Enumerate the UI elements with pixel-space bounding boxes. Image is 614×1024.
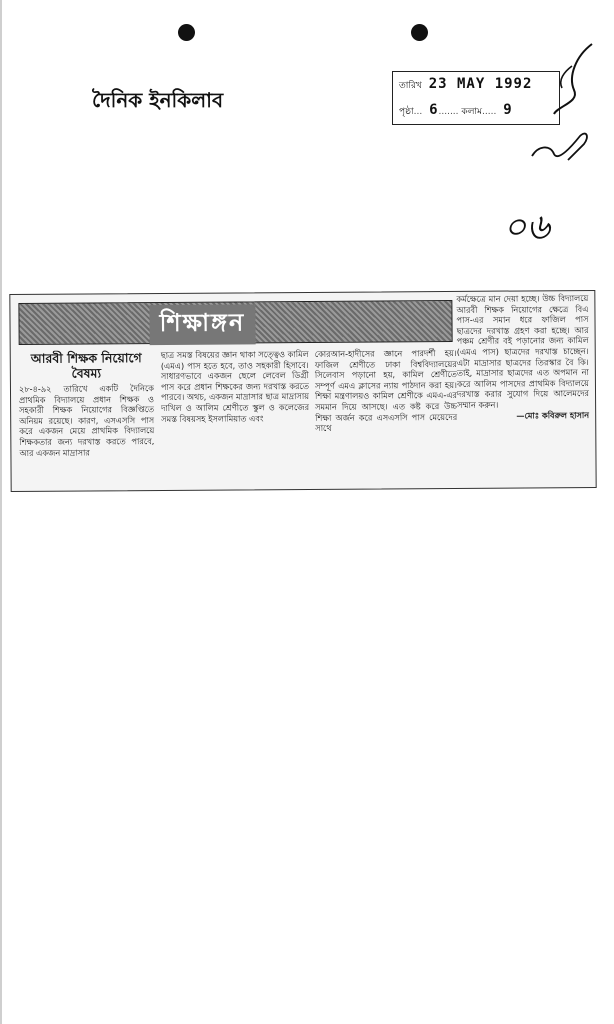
article-column-4 [456, 293, 589, 486]
stamp-page-label: পৃষ্ঠা [399, 107, 414, 117]
column-2-text: ছাত্র সমস্ত বিষয়ের জ্ঞান থাকা সত্ত্বেও কামিল (এমএ) পাস হতে হবে, তাও সহকারী হিসাবে। সাধারণভাবে একজন ছেলে লেবেল ডিগ্রী পাস করে প্রধান শিক্ষকের জন্য দরখাস্ত করতে পারবে। অথচ, একজন মাদ্রাসার ছাত্র মাদ্রাসায় দাখিল ও আলিম শ্রেণীতে স্কুল ও কলেজের সমস্ত বিষয়সহ ইসলামিয়াত এবং [160, 348, 310, 424]
handwritten-number: ০৬ [503, 207, 550, 248]
article-byline: —মোঃ কবিরুল হাসান [516, 409, 590, 421]
stamp-column-value: 9 [503, 102, 513, 118]
newspaper-clipping [9, 290, 596, 492]
stamp-date-row [399, 76, 532, 93]
stamp-date-label: তারিখ [399, 81, 422, 91]
article-column-1 [19, 350, 155, 489]
newspaper-name: দৈনিক ইনকিলাব [92, 88, 224, 112]
article-column-2 [161, 349, 310, 488]
article-headline: আরবী শিক্ষক নিয়োগে বৈষম্য [30, 350, 142, 381]
stamp-date-value: 23 MAY 1992 [428, 76, 533, 92]
handwritten-mark-icon [528, 36, 608, 186]
article-column-3 [315, 348, 458, 487]
section-title: শিক্ষাঙ্গন [149, 304, 255, 345]
scan-edge [0, 0, 2, 1024]
stamp-page-row: পৃষ্ঠা... 6....... কলাম..... 9 [399, 102, 513, 118]
column-1-text: ২৮-৪-৯২ তারিখে একটি দৈনিকে প্রাথমিক বিদ্যালয়ে প্রধান শিক্ষক ও সহকারী শিক্ষক নিয়োগের বিজ্ঞপ্তিতে অনিয়ম রয়েছে। কারণ, এসএসসি পাস করে একজন মেয়ে প্রাথমিক বিদ্যালয়ে শিক্ষকতার জন্য দরখাস্ত করতে পারবে, আর একজন মাদ্রাসার [18, 383, 155, 458]
column-4-text: কর্মক্ষেত্রে মান দেয়া হচ্ছে। উচ্চ বিদ্যালয়ে আরবী শিক্ষক নিয়োগের ক্ষেত্রে বিএ পাস-এর সমান ধরে ফাজিল পাস ছাত্রদের দরখাস্ত গ্রহণ করা হচ্ছে। আর পঞ্চম শ্রেণীর বই পড়ানোর জন্য কামিল (এমএ পাস) ছাত্রদের দরখাস্ত চাচ্ছেন। এটা মাদ্রাসার ছাত্রদের তিরস্কার বৈ কি। তাই, মাদ্রাসার ছাত্রদের এত অপমান না করে আলিম পাসদের প্রাথমিক বিদ্যালয়ে দরখাস্ত করার সুযোগ দিয়ে আলেমদের সম্মান করুন। [456, 293, 590, 410]
stamp-column-label: কলাম [461, 107, 483, 117]
stamp-page-value: 6 [429, 102, 439, 118]
punch-hole-left [178, 24, 195, 41]
column-3-text: কোরআন-হাদীসের জ্ঞানে পারদর্শী হয়। ফাজিল শ্রেণীতে ঢাকা বিশ্ববিদ্যালয়ের সিলেবাস পড়ানো হয়, কামিল শ্রেণীতে সম্পূর্ণ এমএ ক্লাসের ন্যায় পাঠদান করা হয়। শিক্ষা মন্ত্রণালয়ও কামিল শ্রেণীকে এমএ-এর সমমান দিয়ে আসছে। এত কষ্ট করে উচ্চ শিক্ষা অর্জন করে এসএসসি পাস মেয়েদের সাথে [314, 347, 458, 434]
section-banner [18, 300, 452, 345]
punch-hole-right [411, 24, 428, 41]
